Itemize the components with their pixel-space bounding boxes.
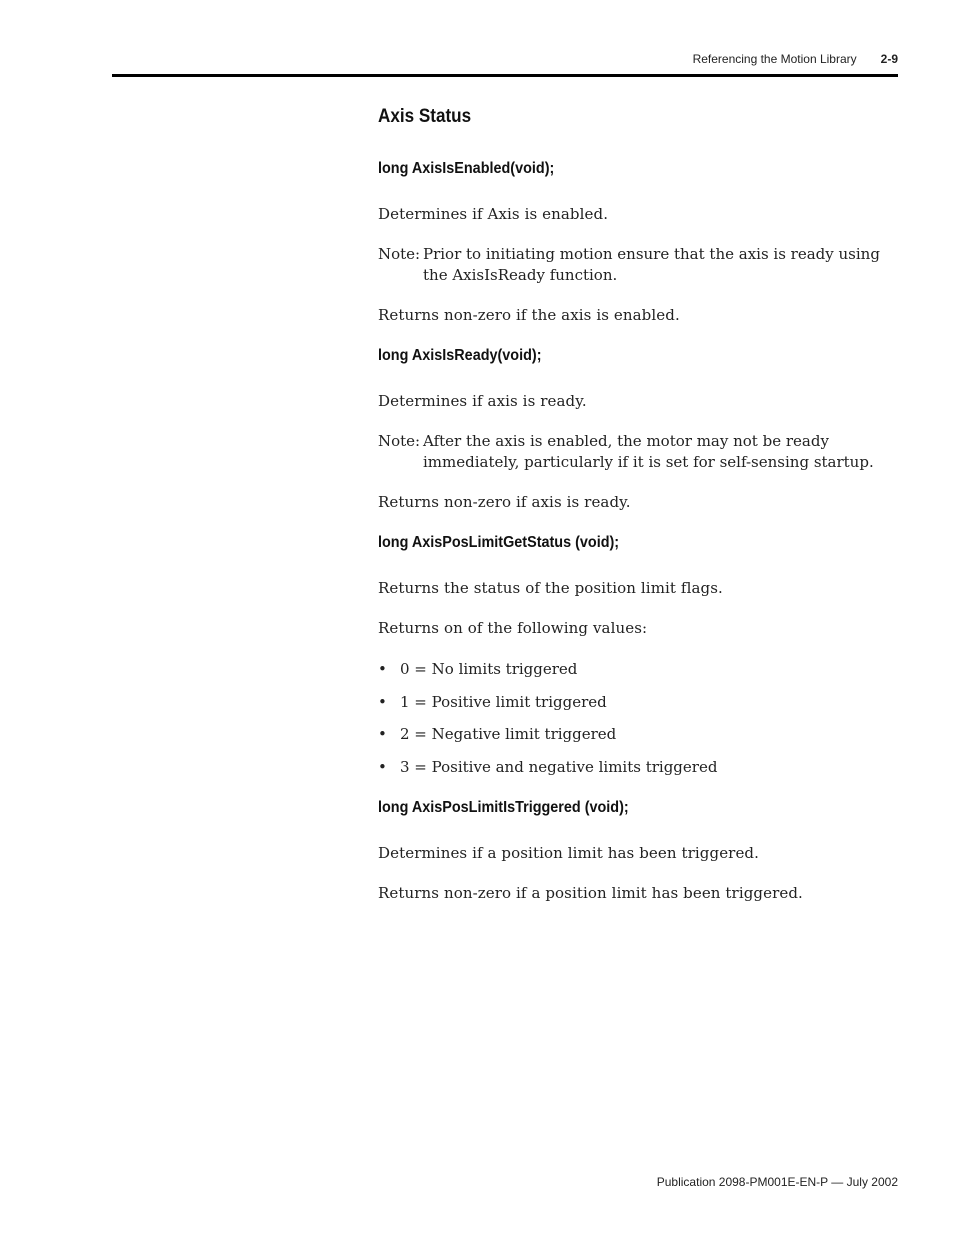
bullet-icon: • [378, 725, 387, 743]
list-item-text: 0 = No limits triggered [400, 660, 578, 678]
function-returns: Returns on of the following values: [378, 619, 648, 637]
function-returns: Returns non-zero if a position limit has been triggered. [378, 884, 803, 902]
list-item-text: 3 = Positive and negative limits triggered [400, 758, 718, 776]
note-block [378, 244, 898, 286]
note-label: Note: [378, 432, 421, 450]
function-description: Determines if axis is ready. [378, 392, 587, 410]
note-text: Prior to initiating motion ensure that the axis is ready using the AxisIsReady function. [423, 245, 880, 284]
function-signature-axisisenabled: long AxisIsEnabled(void); [378, 160, 555, 177]
note-block [378, 431, 898, 473]
list-item [378, 660, 577, 678]
bullet-icon: • [378, 660, 387, 678]
header-rule [112, 74, 898, 77]
function-returns: Returns non-zero if axis is ready. [378, 493, 631, 511]
note-label: Note: [378, 245, 421, 263]
function-signature-axisposlimitistriggered: long AxisPosLimitIsTriggered (void); [378, 799, 629, 816]
list-item [378, 758, 717, 776]
list-item-text: 1 = Positive limit triggered [400, 693, 607, 711]
function-description: Determines if a position limit has been triggered. [378, 844, 760, 862]
chapter-title: Referencing the Motion Library [692, 52, 857, 66]
note-text: After the axis is enabled, the motor may not be ready immediately, particularly if it is set for self-sensing startup. [423, 432, 874, 471]
function-description: Determines if Axis is enabled. [378, 205, 609, 223]
page-header [693, 52, 898, 66]
function-signature-axisisready: long AxisIsReady(void); [378, 347, 542, 364]
list-item-text: 2 = Negative limit triggered [400, 725, 617, 743]
function-returns: Returns non-zero if the axis is enabled. [378, 306, 680, 324]
list-item [378, 693, 607, 711]
page-footer: Publication 2098-PM001E-EN-P — July 2002 [656, 1175, 898, 1189]
function-description: Returns the status of the position limit flags. [378, 579, 723, 597]
bullet-icon: • [378, 758, 387, 776]
section-title: Axis Status [378, 106, 472, 127]
bullet-icon: • [378, 693, 387, 711]
page-number: 2-9 [880, 52, 898, 66]
function-signature-axisposlimitgetstatus: long AxisPosLimitGetStatus (void); [378, 534, 620, 551]
list-item [378, 725, 616, 743]
